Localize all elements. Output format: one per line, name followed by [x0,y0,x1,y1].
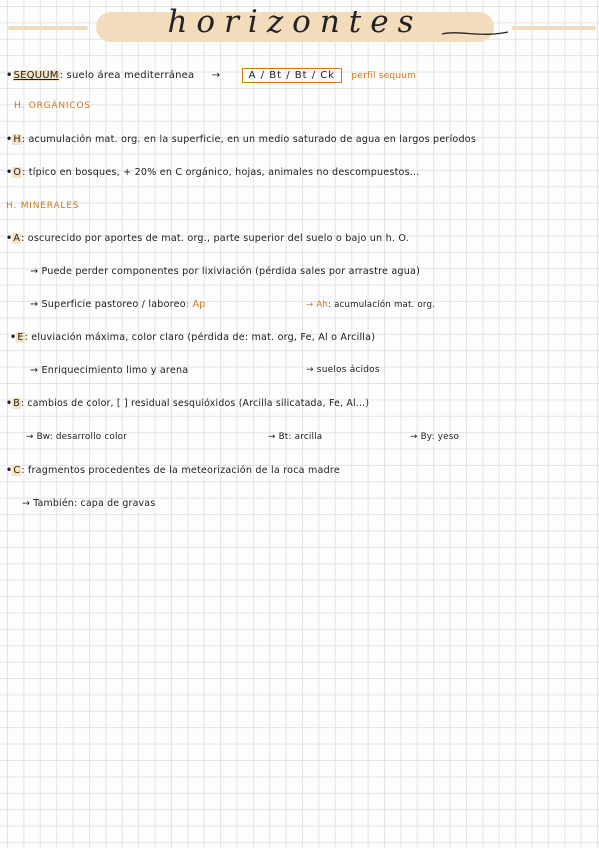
minerales-a-sub2-line [30,299,206,310]
sequum-label: SEQUUM [13,70,59,81]
minerales-heading: H. MINERALES [6,201,80,211]
minerales-e-text: : eluviación máxima, color claro (pérdida de: mat. org, Fe, Al o Arcilla) [24,332,376,343]
sequum-text: : suelo área mediterránea [59,70,195,81]
organicos-h-text: : acumulación mat. org. en la superficie, en un medio saturado de agua en largos períodos [21,134,477,145]
title-swash-icon [440,28,510,40]
minerales-b-sub1: → Bw: desarrollo color [26,432,128,442]
minerales-b-sub3: → By: yeso [410,432,460,442]
page-title: horizontes [167,4,423,40]
minerales-b-label: B [13,398,20,409]
minerales-e-sub2: → suelos ácidos [306,365,380,375]
title-rule-left [8,26,88,30]
minerales-a-sub3-tag: → Ah [306,300,329,310]
sequum-profile-note: perfil sequum [351,71,417,81]
organicos-o-line: •O: típico en bosques, + 20% en C orgánico, hojas, animales no descompuestos... [6,167,420,178]
minerales-e-sub1: → Enriquecimiento limo y arena [30,365,189,376]
minerales-c-line: •C: fragmentos procedentes de la meteorización de la roca madre [6,465,340,476]
minerales-b-line: •B: cambios de color, [ ] residual sesquióxidos (Arcilla silicatada, Fe, Al...) [6,398,370,409]
minerales-b-sub2: → Bt: arcilla [268,432,323,442]
minerales-a-sub3-line [306,300,435,310]
sequum-profile-box: A / Bt / Bt / Ck [242,68,342,83]
organicos-h-line: •H: acumulación mat. org. en la superficie, en un medio saturado de agua en largos períodos [6,134,477,145]
title-rule-right [512,26,596,30]
minerales-c-text: : fragmentos procedentes de la meteorización de la roca madre [21,465,340,476]
title-banner [0,2,599,50]
organicos-o-text: : típico en bosques, + 20% en C orgánico, hojas, animales no descompuestos... [22,167,420,178]
organicos-heading: H. ORGÁNICOS [14,101,91,111]
organicos-h-label: H [13,134,21,145]
minerales-a-label: A [13,233,21,244]
minerales-a-sub1: → Puede perder componentes por lixiviación (pérdida sales por arrastre agua) [30,266,421,277]
minerales-e-line: •E: eluviación máxima, color claro (pérdida de: mat. org, Fe, Al o Arcilla) [10,332,376,343]
minerales-a-sub3: : acumulación mat. org. [328,300,436,310]
minerales-a-line: •A: oscurecido por aportes de mat. org., parte superior del suelo o bajo un h. O. [6,233,409,244]
minerales-a-sub2-tag: : Ap [185,299,206,310]
minerales-a-sub2: → Superficie pastoreo / laboreo [30,299,186,310]
sequum-line: •SEQUUM: suelo área mediterránea → A / Bt / Bt / Ck perfil sequum [6,70,417,81]
organicos-o-label: O [13,167,22,178]
sequum-arrow: → [211,70,221,81]
minerales-c-sub1: → También: capa de gravas [22,498,156,509]
minerales-a-text: : oscurecido por aportes de mat. org., parte superior del suelo o bajo un h. O. [21,233,409,244]
minerales-b-text: : cambios de color, [ ] residual sesquióxidos (Arcilla silicatada, Fe, Al...) [20,398,370,409]
minerales-c-label: C [13,465,21,476]
minerales-e-label: E [17,332,24,343]
